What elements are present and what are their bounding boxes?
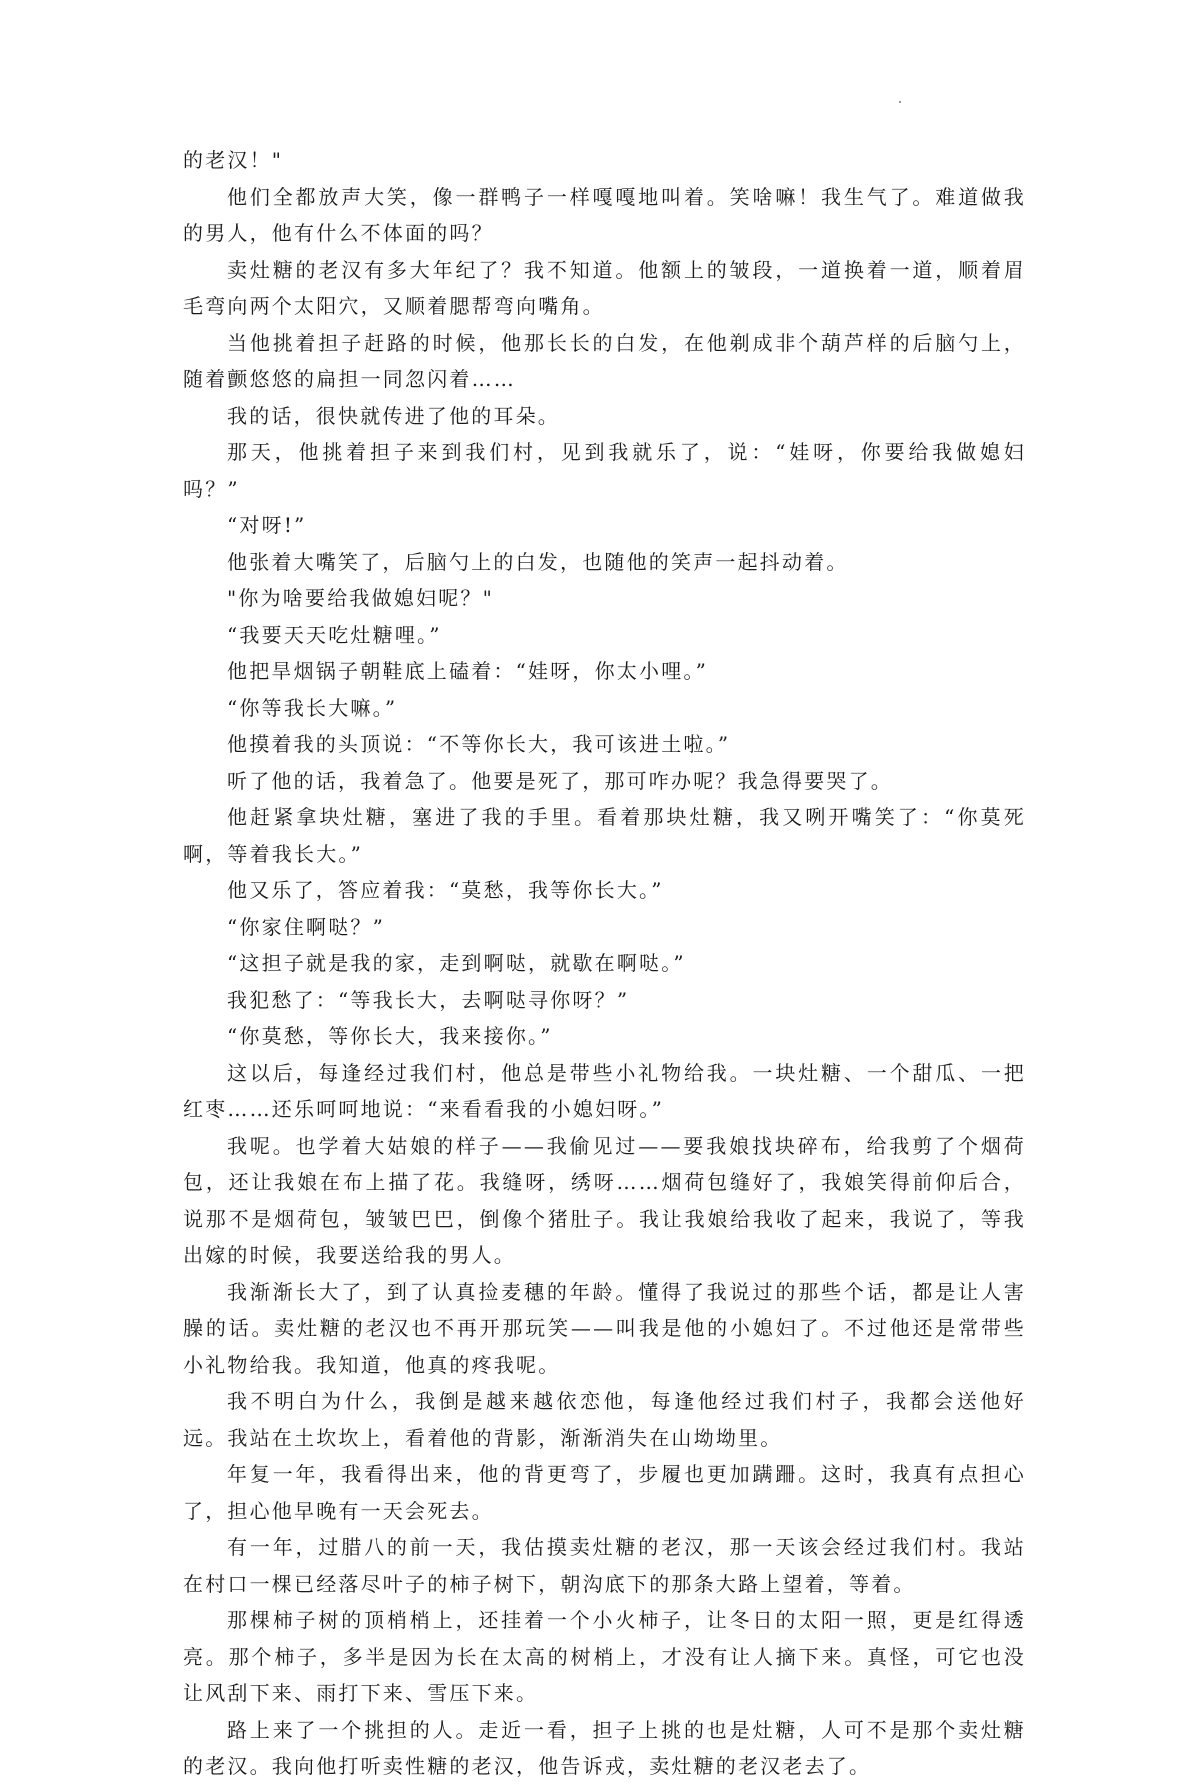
paragraph: 那天，他挑着担子来到我们村，见到我就乐了，说：“娃呀，你要给我做媳妇吗？” — [183, 440, 1026, 501]
paragraph: 他赶紧拿块灶糖，塞进了我的手里。看着那块灶糖，我又咧开嘴笑了：“你莫死啊，等着我长大。” — [183, 805, 1026, 866]
paragraph: “我要天天吃灶糖哩。” — [227, 622, 442, 647]
paragraph: 那棵柿子树的顶梢梢上，还挂着一个小火柿子，让冬日的太阳一照，更是红得透亮。那个柿子，多半是因为长在太高的树梢上，才没有让人摘下来。真怪，可它也没让风刮下来、雨打下来、雪压下来。 — [183, 1608, 1026, 1705]
paragraph: 我呢。也学着大姑娘的样子——我偷见过——要我娘找块碎布，给我剪了个烟荷包，还让我娘在布上描了花。我缝呀，绣呀……烟荷包缝好了，我娘笑得前仰后合，说那不是烟荷包，皱皱巴巴，倒像个猪肚子。我让我娘给我收了起来，我说了，等我出嫁的时候，我要送给我的男人。 — [183, 1133, 1026, 1267]
paragraph: “对呀!” — [227, 513, 307, 537]
paragraph: 他又乐了，答应着我：“莫愁，我等你长大。” — [227, 878, 664, 902]
paragraph: 路上来了一个挑担的人。走近一看，担子上挑的也是灶糖，人可不是那个卖灶糖的老汉。我向他打听卖性糖的老汉，他告诉戎，卖灶糖的老汉老去了。 — [183, 1717, 1026, 1778]
paragraph: 的老汉！" — [183, 148, 284, 172]
paragraph: 我不明白为什么，我倒是越来越依恋他，每逢他经过我们村子，我都会送他好远。我站在土坎坎上，看着他的背影，渐渐消失在山坳坳里。 — [183, 1389, 1026, 1450]
paragraph: 他张着大嘴笑了，后脑勺上的白发，也随他的笑声一起抖动着。 — [227, 549, 849, 574]
paragraph: "你为啥要给我做媳妇呢？" — [227, 586, 494, 610]
paragraph: “这担子就是我的家，走到啊哒，就歇在啊哒。” — [227, 951, 686, 975]
paragraph: 听了他的话，我着急了。他要是死了，那可咋办呢？我急得要哭了。 — [227, 768, 893, 793]
paragraph: 年复一年，我看得出来，他的背更弯了，步履也更加蹒跚。这时，我真有点担心了，担心他早晚有一天会死去。 — [183, 1462, 1026, 1523]
paragraph: “你莫愁，等你长大，我来接你。” — [227, 1024, 553, 1048]
paragraph: 他把旱烟锅子朝鞋底上磕着：“娃呀，你太小哩。” — [227, 659, 709, 683]
paragraph: 他摸着我的头顶说：“不等你长大，我可该进土啦。” — [227, 732, 731, 756]
paragraph: “你家住啊哒？” — [227, 914, 386, 939]
paragraph: 他们全都放声大笑，像一群鸭子一样嘎嘎地叫着。笑啥嘛！我生气了。难道做我的男人，他有什么不体面的吗？ — [183, 184, 1026, 245]
paragraph: 有一年，过腊八的前一天，我估摸卖灶糖的老汉，那一天该会经过我们村。我站在村口一棵已经落尽叶子的柿子树下，朝沟底下的那条大路上望着，等着。 — [183, 1535, 1026, 1596]
paragraph: 我的话，很快就传进了他的耳朵。 — [227, 403, 560, 428]
paragraph: 卖灶糖的老汉有多大年纪了？我不知道。他额上的皱段，一道换着一道，顺着眉毛弯向两个太阳穴，又顺着腮帮弯向嘴角。 — [183, 257, 1026, 318]
story-text — [183, 142, 1026, 1785]
paragraph: 我渐渐长大了，到了认真捡麦穗的年龄。懂得了我说过的那些个话，都是让人害臊的话。卖灶糖的老汉也不再开那玩笑——叫我是他的小媳妇了。不过他还是常带些小礼物给我。我知道，他真的疼我呢。 — [183, 1279, 1026, 1377]
paragraph: 我犯愁了：“等我长大，去啊哒寻你呀？” — [227, 987, 630, 1012]
paragraph: “你等我长大嘛。” — [227, 695, 398, 720]
scan-speck — [899, 101, 901, 103]
paragraph: 这以后，每逢经过我们村，他总是带些小礼物给我。一块灶糖、一个甜瓜、一把红枣……还乐呵呵地说：“来看看我的小媳妇呀。” — [183, 1060, 1026, 1121]
paragraph: 当他挑着担子赶路的时候，他那长长的白发，在他剃成非个葫芦样的后脑勺上，随着颤悠悠的扁担一同忽闪着…… — [183, 330, 1026, 391]
